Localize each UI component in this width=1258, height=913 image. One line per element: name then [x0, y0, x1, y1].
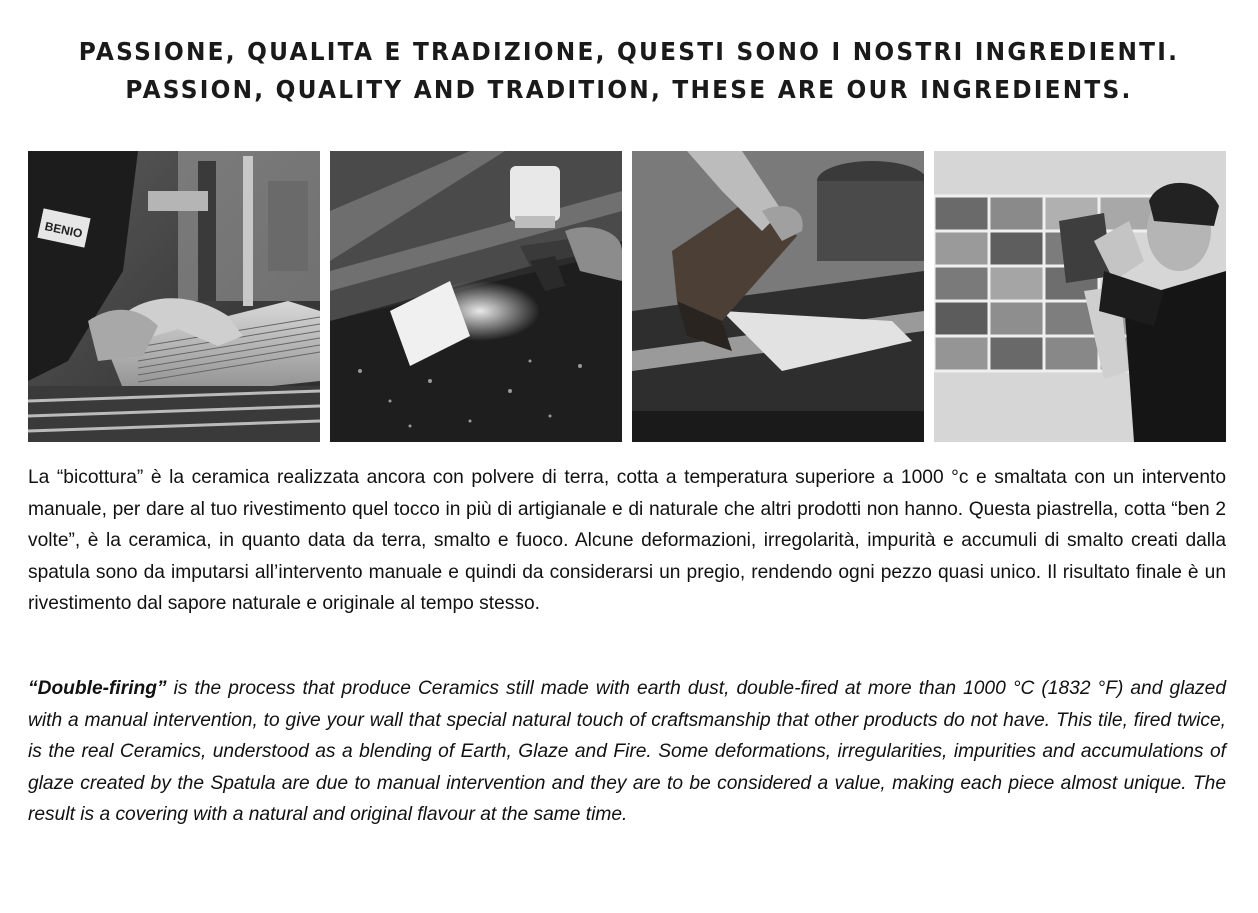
english-paragraph — [28, 673, 1226, 831]
spatula-photo-icon — [632, 151, 924, 442]
headline — [44, 33, 1214, 109]
photo-strip — [28, 151, 1226, 442]
italian-paragraph: La “bicottura” è la ceramica realizzata ancora con polvere di terra, cotta a temperatura superiore a 1000 °c e smaltata con un intervento manuale, per dare al tuo rivestimento quel tocco in più di artigianale e di naturale che altri prodotti non hanno. Questa piastrella, cotta “ben 2 volte”, è la ceramica, in quanto data da terra, smalto e fuoco. Alcune deformazioni, irregolarità, impurità e accumuli di smalto creati dalla spatula sono da imputarsi all’intervento manuale e quindi da considerarsi un pregio, rendendo ogni pezzo quasi unico. Il risultato finale è un rivestimento dal sapore naturale e originale al tempo stesso. — [28, 467, 1226, 614]
headline-english: PASSION, QUALITY AND TRADITION, THESE ARE OUR INGREDIENTS. — [125, 75, 1133, 104]
photo-glaze-spraying — [330, 151, 622, 442]
spray-gun-photo-icon — [330, 151, 622, 442]
photo-tile-stacking — [28, 151, 320, 442]
headline-italian: PASSIONE, QUALITA E TRADIZIONE, QUESTI SONO I NOSTRI INGREDIENTI. — [78, 37, 1180, 66]
english-paragraph-text: is the process that produce Ceramics still made with earth dust, double-fired at more than 1000 °C (1832 °F) and glazed with a manual intervention, to give your wall that special natural touch of craftsmanship that other products do not have. This tile, fired twice, is the real Ceramics, understood as a blending of Earth, Glaze and Fire. Some deformations, irregularities, impurities and accumulations of glaze created by the Spatula are due to manual intervention and they are to be considered a value, making each piece almost unique. The result is a covering with a natural and original flavour at the same time. — [28, 678, 1226, 825]
apron-logo: BENIO — [43, 219, 84, 241]
photo-wall-installation — [934, 151, 1226, 442]
english-paragraph-lead: “Double-firing” — [28, 678, 167, 699]
photo-spatula-glazing — [632, 151, 924, 442]
wall-tiles-photo-icon — [934, 151, 1226, 442]
tile-stack-photo-icon — [28, 151, 320, 442]
